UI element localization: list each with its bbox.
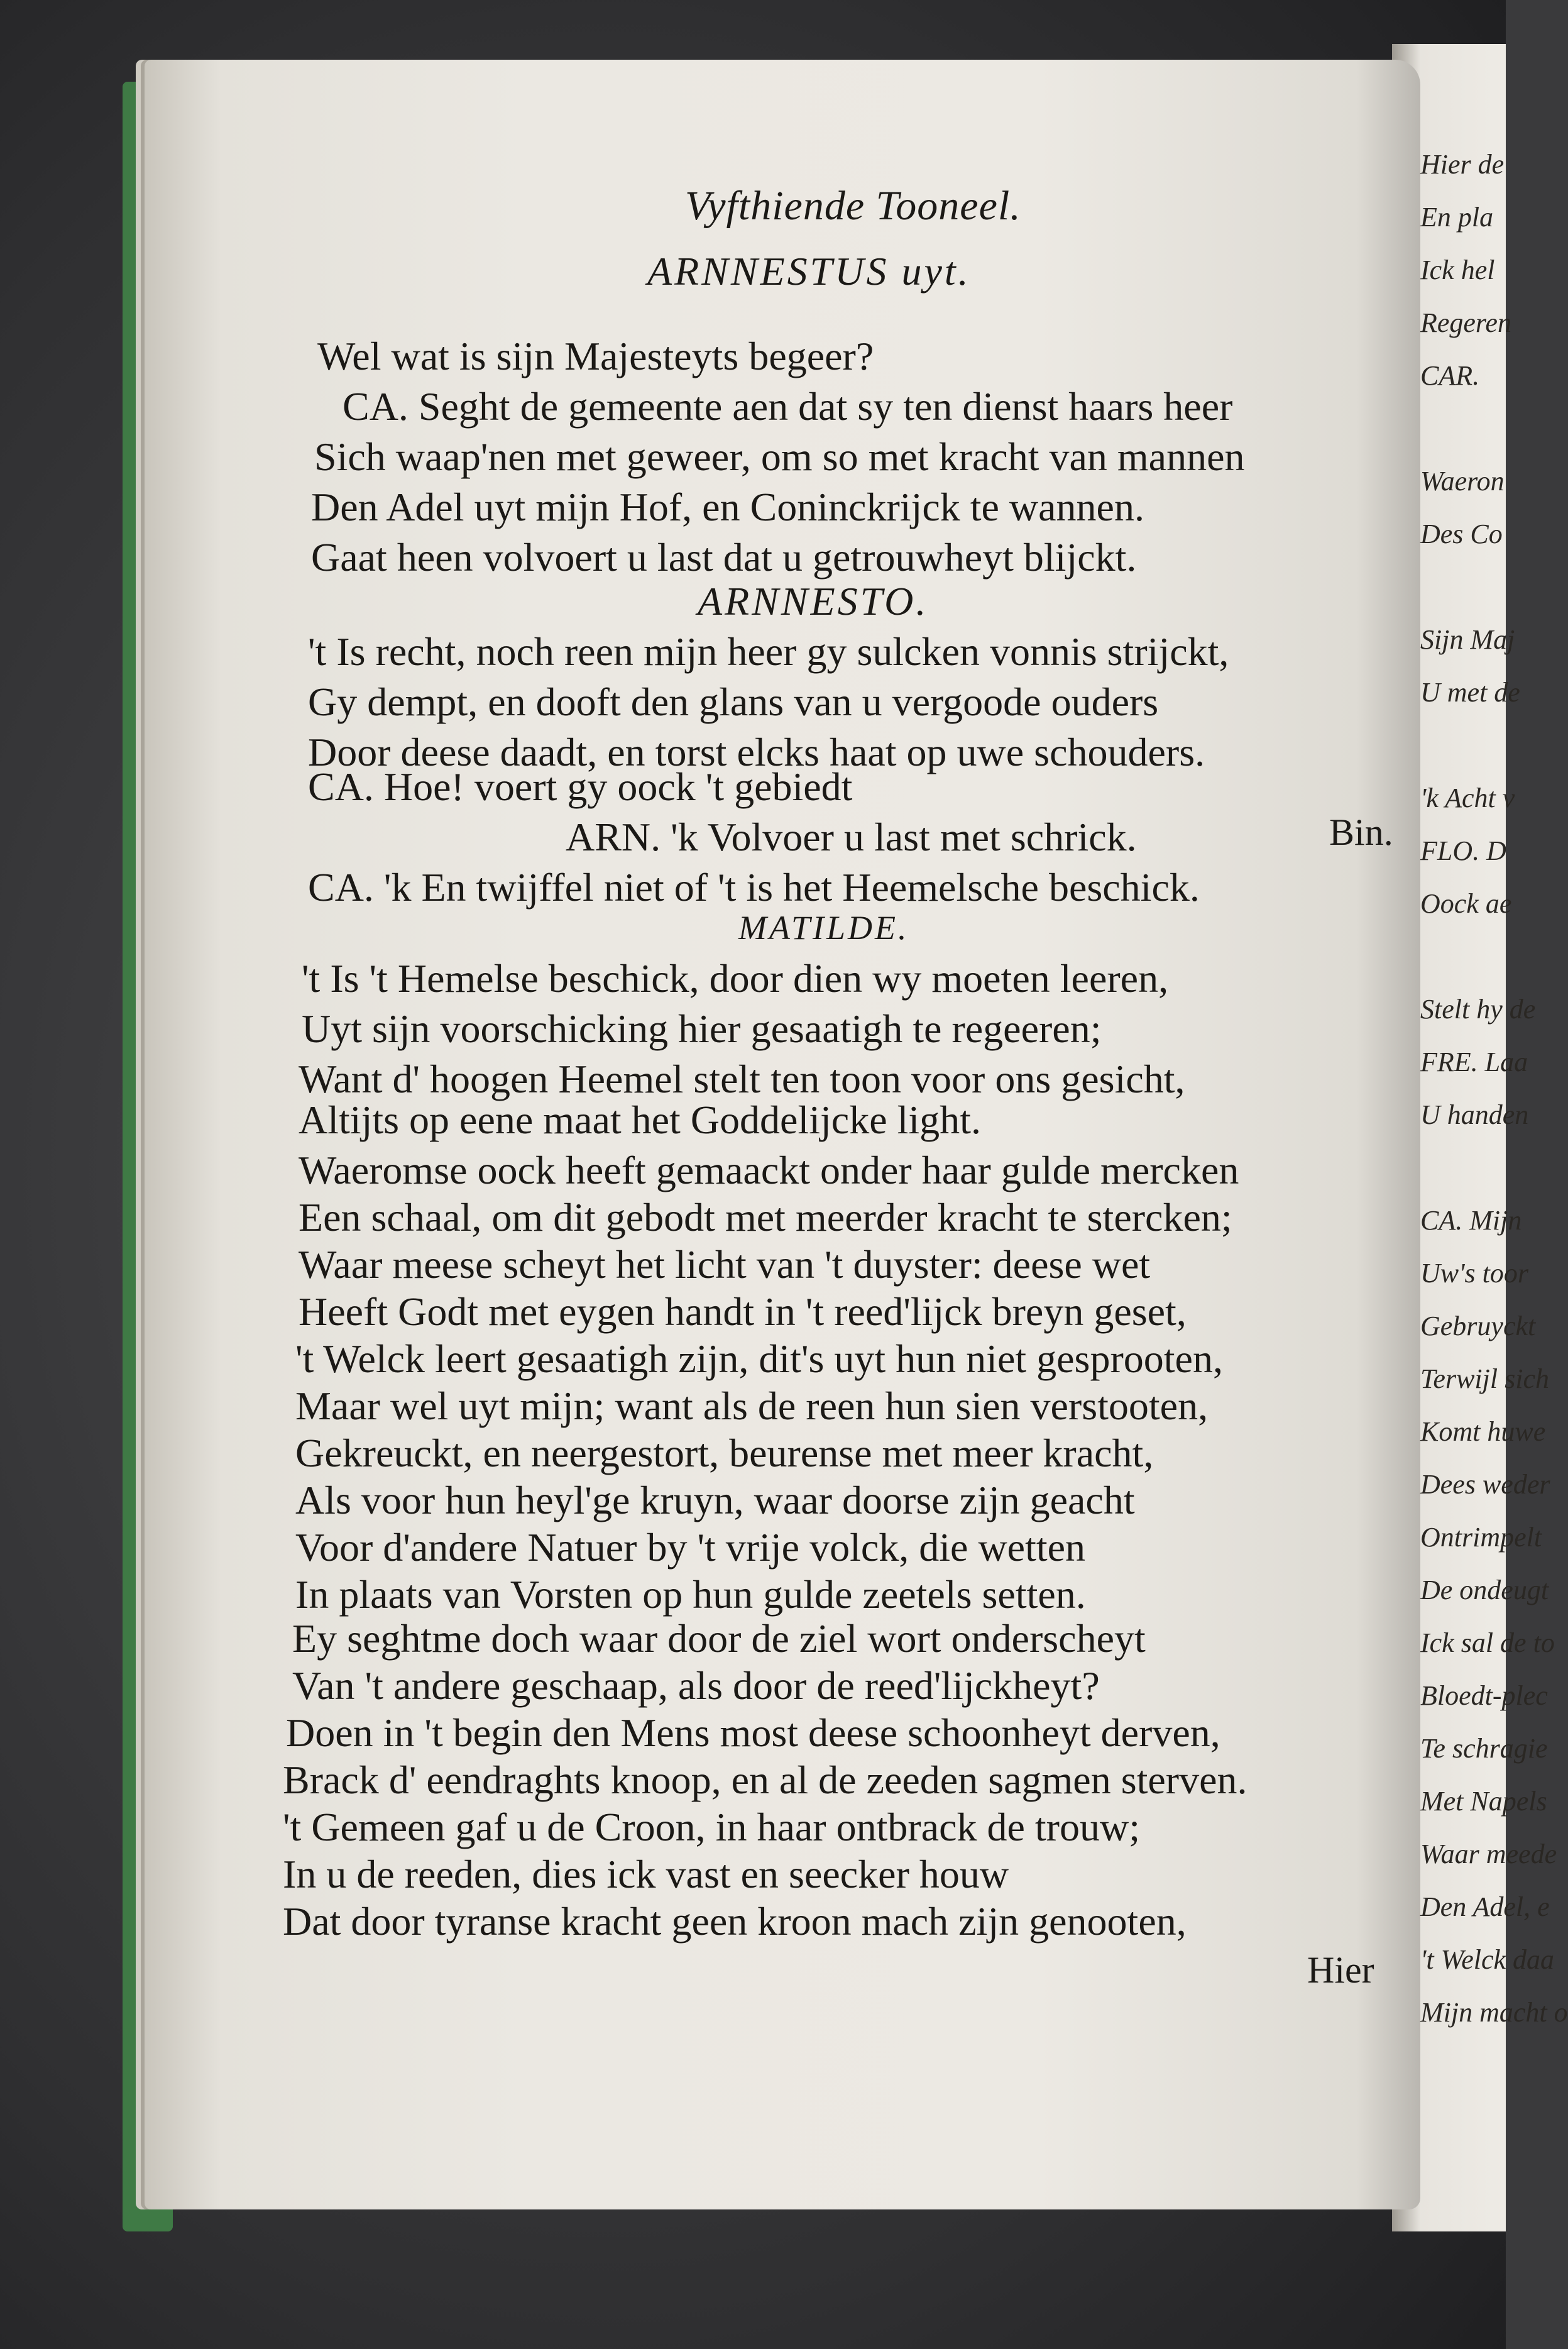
facing-line: Oock ae [1420,888,1512,919]
verse-line: Maar wel uyt mijn; want als de reen hun sien verstooten, [295,1384,1209,1428]
verse-line: Want d' hoogen Heemel stelt ten toon voor ons gesicht, [299,1057,1185,1101]
verse-line: Een schaal, om dit gebodt met meerder kracht te stercken; [299,1195,1232,1240]
verse-line: Ey seghtme doch waar door de ziel wort onderscheyt [292,1616,1146,1661]
stage-direction: Bin. [1329,811,1393,853]
verse-line: Altijts op eene maat het Goddelijcke light. [299,1097,981,1142]
facing-line: 't Welck daa [1420,1944,1555,1975]
facing-line: Ick sal de to [1420,1627,1555,1658]
facing-line: Gebruyckt [1420,1311,1536,1341]
verse-line: Uyt sijn voorschicking hier gesaatigh te regeeren; [302,1006,1102,1051]
facing-line: Terwijl sich [1420,1363,1549,1394]
verse-line: CA. Hoe! voert gy oock 't gebiedt [308,764,853,809]
verse-line: CA. 'k En twijffel niet of 't is het Heemelsche beschick. [308,865,1200,910]
facing-line: Mijn macht o [1420,1997,1568,2028]
facing-line: Stelt hy de [1420,994,1536,1025]
facing-line: Waar meede [1420,1839,1557,1869]
facing-line: CA. Mijn [1420,1205,1522,1236]
verse-line: 't Gemeen gaf u de Croon, in haar ontbrack de trouw; [283,1805,1140,1849]
verse-line: Gaat heen volvoert u last dat u getrouwheyt blijckt. [311,535,1137,580]
speaker-heading: ARNNESTUS uyt. [647,249,971,294]
facing-line: De ondeugt [1420,1575,1549,1605]
verse-line: In u de reeden, dies ick vast en seecker houw [283,1852,1009,1896]
facing-line: Komt huwe [1420,1416,1546,1447]
facing-line: Dees weder [1420,1469,1550,1500]
verse-line: Doen in 't begin den Mens most deese schoonheyt derven, [286,1710,1220,1755]
verse-line: Gy dempt, en dooft den glans van u vergoode ouders [308,679,1159,724]
facing-line: Sijn Maj [1420,624,1515,655]
verse-line: Sich waap'nen met geweer, om so met kracht van mannen [314,434,1245,479]
verse-line: Voor d'andere Natuer by 't vrije volck, die wetten [295,1525,1086,1570]
verse-line: Door deese daadt, en torst elcks haat op uwe schouders. [308,730,1205,774]
verse-line: Den Adel uyt mijn Hof, en Coninckrijck te wannen. [311,485,1144,529]
facing-line: Den Adel, e [1420,1891,1550,1922]
verse-line: Wel wat is sijn Majesteyts begeer? [317,334,874,378]
scene-header: Vyfthiende Tooneel. [685,183,1021,229]
facing-line: U met de [1420,677,1520,708]
verse-line: Gekreuckt, en neergestort, beurense met meer kracht, [295,1431,1154,1475]
facing-line: Hier de [1420,149,1505,180]
facing-line: FLO. D [1420,835,1506,866]
facing-line: Waeron [1420,466,1505,497]
verse-line: Waar meese scheyt het licht van 't duyster: deese wet [299,1242,1151,1287]
verse-line: In plaats van Vorsten op hun gulde zeetels setten. [295,1572,1086,1617]
verse-line: ARN. 'k Volvoer u last met schrick. [566,815,1137,859]
facing-line: Regeren [1420,307,1511,338]
catchword: Hier [1307,1949,1374,1991]
verse-line: 't Is recht, noch reen mijn heer gy sulcken vonnis strijckt, [308,629,1229,674]
verse-line: Van 't andere geschaap, als door de reed'lijckheyt? [292,1663,1100,1708]
verse-line: Waeromse oock heeft gemaackt onder haar gulde mercken [299,1148,1239,1192]
verse-line: Als voor hun heyl'ge kruyn, waar doorse zijn geacht [295,1478,1135,1522]
verse-line: CA. Seght de gemeente aen dat sy ten dienst haars heer [343,384,1233,429]
facing-line: Ontrimpelt [1420,1522,1542,1553]
facing-line: U handen [1420,1099,1529,1130]
facing-line: CAR. [1420,360,1480,391]
facing-line: Uw's toor [1420,1258,1529,1289]
verse-line: Dat door tyranse kracht geen kroon mach zijn genooten, [283,1899,1187,1944]
facing-line: FRE. Laa [1420,1047,1528,1077]
facing-line: Met Napels [1420,1786,1547,1817]
facing-line: En pla [1420,202,1494,233]
speaker-heading: ARNNESTO. [698,579,929,624]
verse-line: 't Is 't Hemelse beschick, door dien wy moeten leeren, [302,956,1169,1001]
facing-line: 'k Acht v [1420,783,1515,813]
facing-line: Bloedt-plec [1420,1680,1548,1711]
facing-line: Des Co [1420,519,1503,549]
facing-line: Te schragie [1420,1733,1548,1764]
facing-line: Ick hel [1420,255,1495,285]
verse-line: Brack d' eendraghts knoop, en al de zeeden sagmen sterven. [283,1758,1247,1802]
speaker-heading: MATILDE. [738,909,909,947]
verse-line: Heeft Godt met eygen handt in 't reed'lijck breyn geset, [299,1289,1187,1334]
verse-line: 't Welck leert gesaatigh zijn, dit's uyt hun niet gesprooten, [295,1336,1223,1381]
